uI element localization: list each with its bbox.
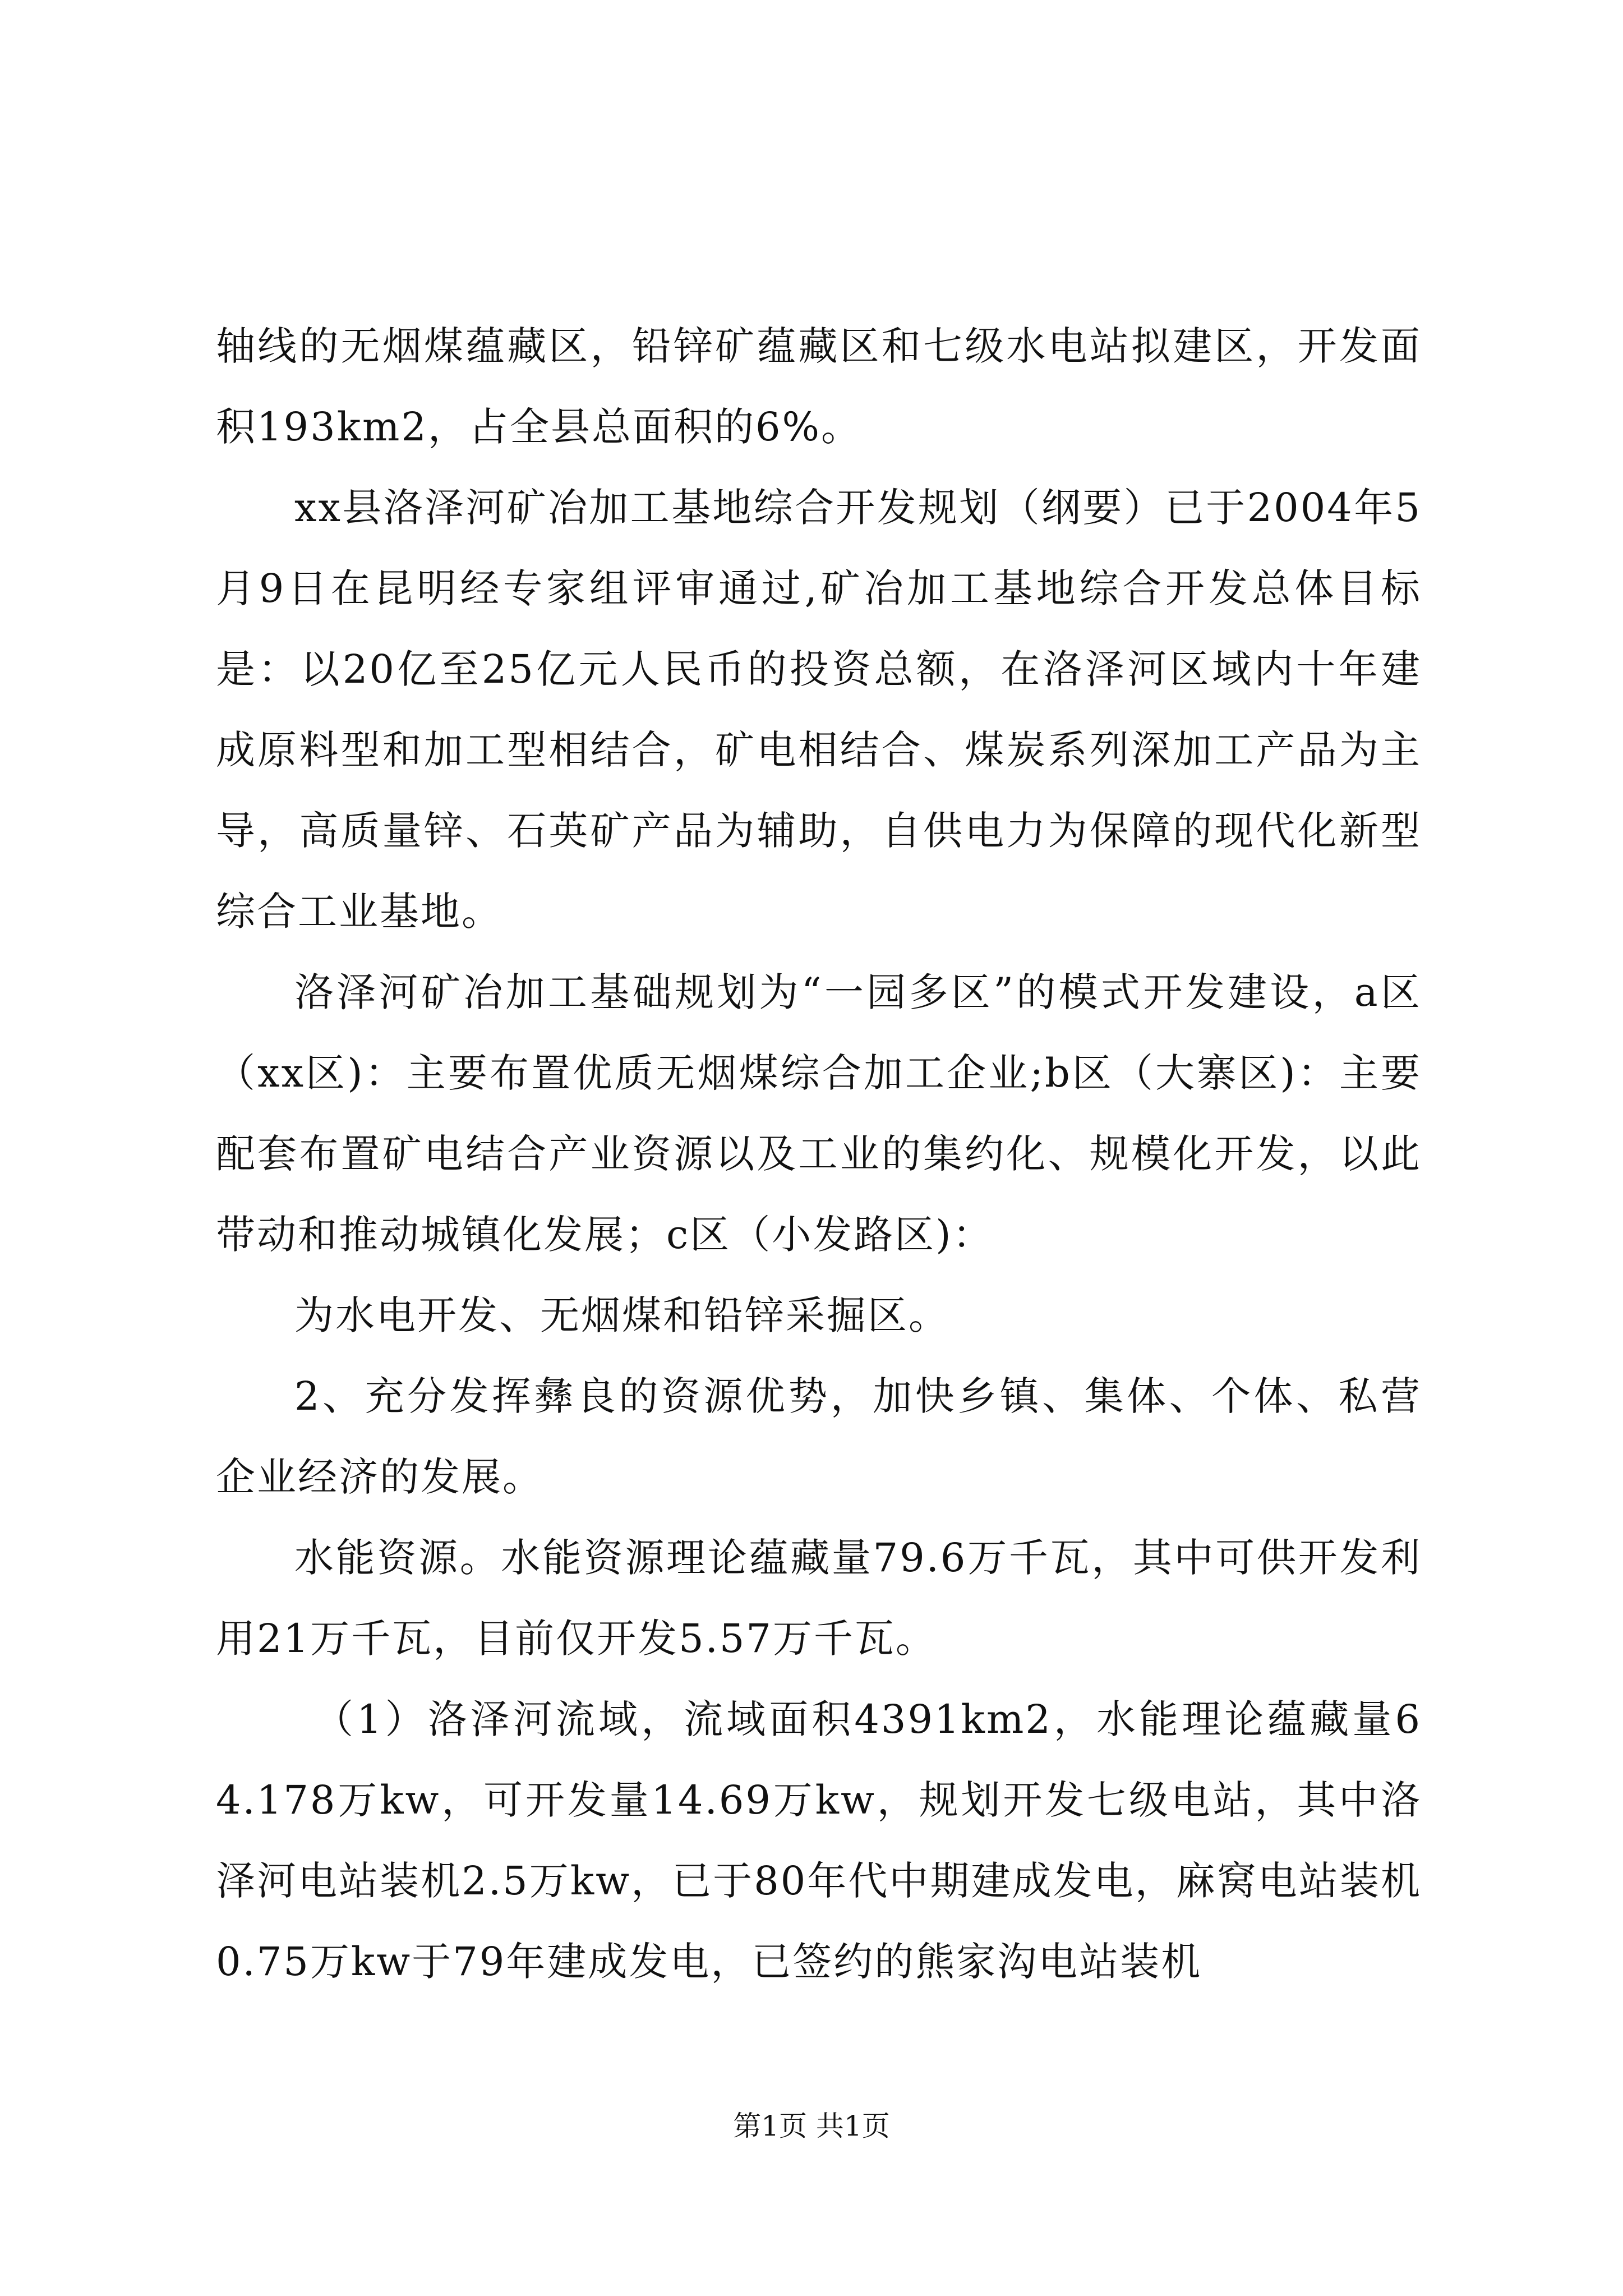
paragraph-plan-outline: xx县洛泽河矿冶加工基地综合开发规划（纲要）已于2004年5月9日在昆明经专家组评审通过,矿冶加工基地综合开发总体目标是：以20亿至25亿元人民币的投资总额，在洛泽河区域内十年建成原料型和加工型相结合，矿电相结合、煤炭系列深加工产品为主导，高质量锌、石英矿产品为辅助，自供电力为保障的现代化新型综合工业基地。 (216, 485, 1422, 935)
paragraph-continuation: 轴线的无烟煤蕴藏区，铅锌矿蕴藏区和七级水电站拟建区，开发面积193km2，占全县总面积的6%。 (216, 323, 1422, 450)
paragraph-section-2-heading: 2、充分发挥彝良的资源优势，加快乡镇、集体、个体、私营企业经济的发展。 (216, 1373, 1422, 1500)
paragraph-hydropower: 水能资源。水能资源理论蕴藏量79.6万千瓦，其中可供开发利用21万千瓦，目前仅开发5.57万千瓦。 (216, 1535, 1422, 1662)
document-body (216, 306, 1422, 2002)
paragraph-zone-layout: 洛泽河矿冶加工基础规划为“一园多区”的模式开发建设，a区（xx区)：主要布置优质无烟煤综合加工企业;b区（大寨区)：主要配套布置矿电结合产业资源以及工业的集约化、规模化开发，以此带动和推动城镇化发展；c区（小发路区)： (216, 969, 1422, 1258)
paragraph-zone-c: 为水电开发、无烟煤和铅锌采掘区。 (294, 1292, 949, 1338)
paragraph-luozehe-basin: （1）洛泽河流域，流域面积4391km2，水能理论蕴藏量64.178万kw，可开发量14.69万kw，规划开发七级电站，其中洛泽河电站装机2.5万kw，已于80年代中期建成发电，麻窝电站装机0.75万kw于79年建成发电，已签约的熊家沟电站装机 (216, 1696, 1422, 1985)
page-number-footer: 第1页 共1页 (733, 2110, 890, 2142)
